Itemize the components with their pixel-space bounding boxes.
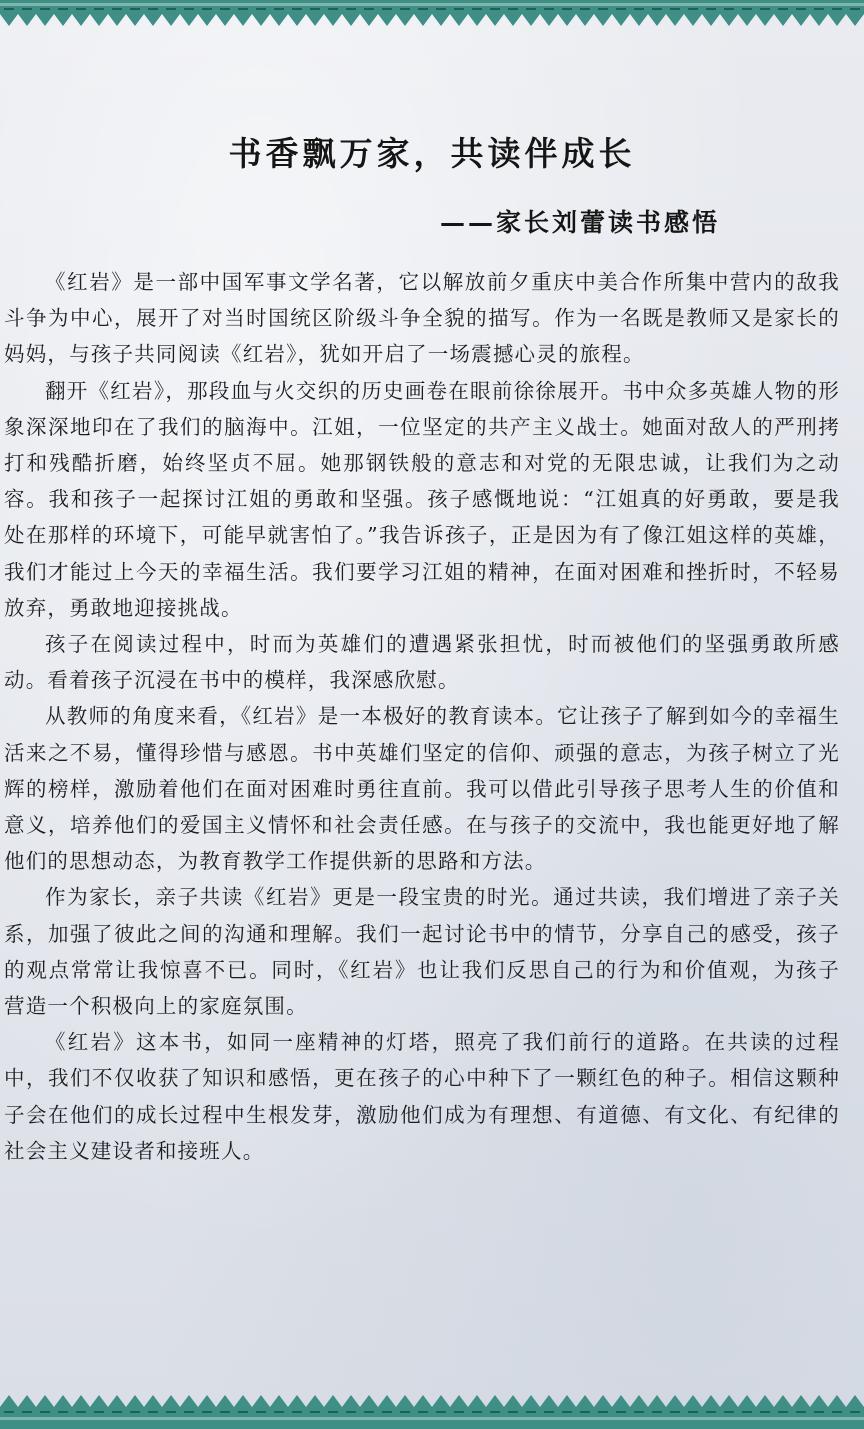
document-body <box>4 264 840 1169</box>
paragraph: 作为家长，亲子共读《红岩》更是一段宝贵的时光。通过共读，我们增进了亲子关系，加强了彼此之间的沟通和理解。我们一起讨论书中的情节，分享自己的感受，孩子的观点常常让我惊喜不已。同时，《红岩》也让我们反思自己的行为和价值观，为孩子营造一个积极向上的家庭氛围。 <box>4 885 840 1019</box>
document-title: 书香飘万家，共读伴成长 <box>228 134 636 173</box>
document-subtitle: ——家长刘蕾读书感悟 <box>440 208 721 237</box>
paragraph: 《红岩》是一部中国军事文学名著，它以解放前夕重庆中美合作所集中营内的敌我斗争为中心，展开了对当时国统区阶级斗争全貌的描写。作为一名既是教师又是家长的妈妈，与孩子共同阅读《红岩》，犹如开启了一场震撼心灵的旅程。 <box>4 270 840 367</box>
bottom-border-pattern <box>0 1389 864 1429</box>
paragraph: 从教师的角度来看，《红岩》是一本极好的教育读本。它让孩子了解到如今的幸福生活来之不易，懂得珍惜与感恩。书中英雄们坚定的信仰、顽强的意志，为孩子树立了光辉的榜样，激励着他们在面对困难时勇往直前。我可以借此引导孩子思考人生的价值和意义，培养他们的爱国主义情怀和社会责任感。在与孩子的交流中，我也能更好地了解他们的思想动态，为教育教学工作提供新的思路和方法。 <box>4 704 840 874</box>
paragraph: 《红岩》这本书，如同一座精神的灯塔，照亮了我们前行的道路。在共读的过程中，我们不仅收获了知识和感悟，更在孩子的心中种下了一颗红色的种子。相信这颗种子会在他们的成长过程中生根发芽，激励他们成为有理想、有道德、有文化、有纪律的社会主义建设者和接班人。 <box>4 1030 840 1163</box>
paragraph: 翻开《红岩》，那段血与火交织的历史画卷在眼前徐徐展开。书中众多英雄人物的形象深深地印在了我们的脑海中。江姐，一位坚定的共产主义战士。她面对敌人的严刑拷打和残酷折磨，始终坚贞不屈。她那钢铁般的意志和对党的无限忠诚，让我们为之动容。我和孩子一起探讨江姐的勇敢和坚强。孩子感慨地说：“江姐真的好勇敢，要是我处在那样的环境下，可能早就害怕了。”我告诉孩子，正是因为有了像江姐这样的英雄，我们才能过上今天的幸福生活。我们要学习江姐的精神，在面对困难和挫折时，不轻易放弃，勇敢地迎接挑战。 <box>4 378 840 620</box>
decorative-bottom-border <box>0 1389 864 1423</box>
paragraph: 孩子在阅读过程中，时而为英雄们的遭遇紧张担忧，时而被他们的坚强勇敢所感动。看着孩子沉浸在书中的模样，我深感欣慰。 <box>4 632 840 693</box>
